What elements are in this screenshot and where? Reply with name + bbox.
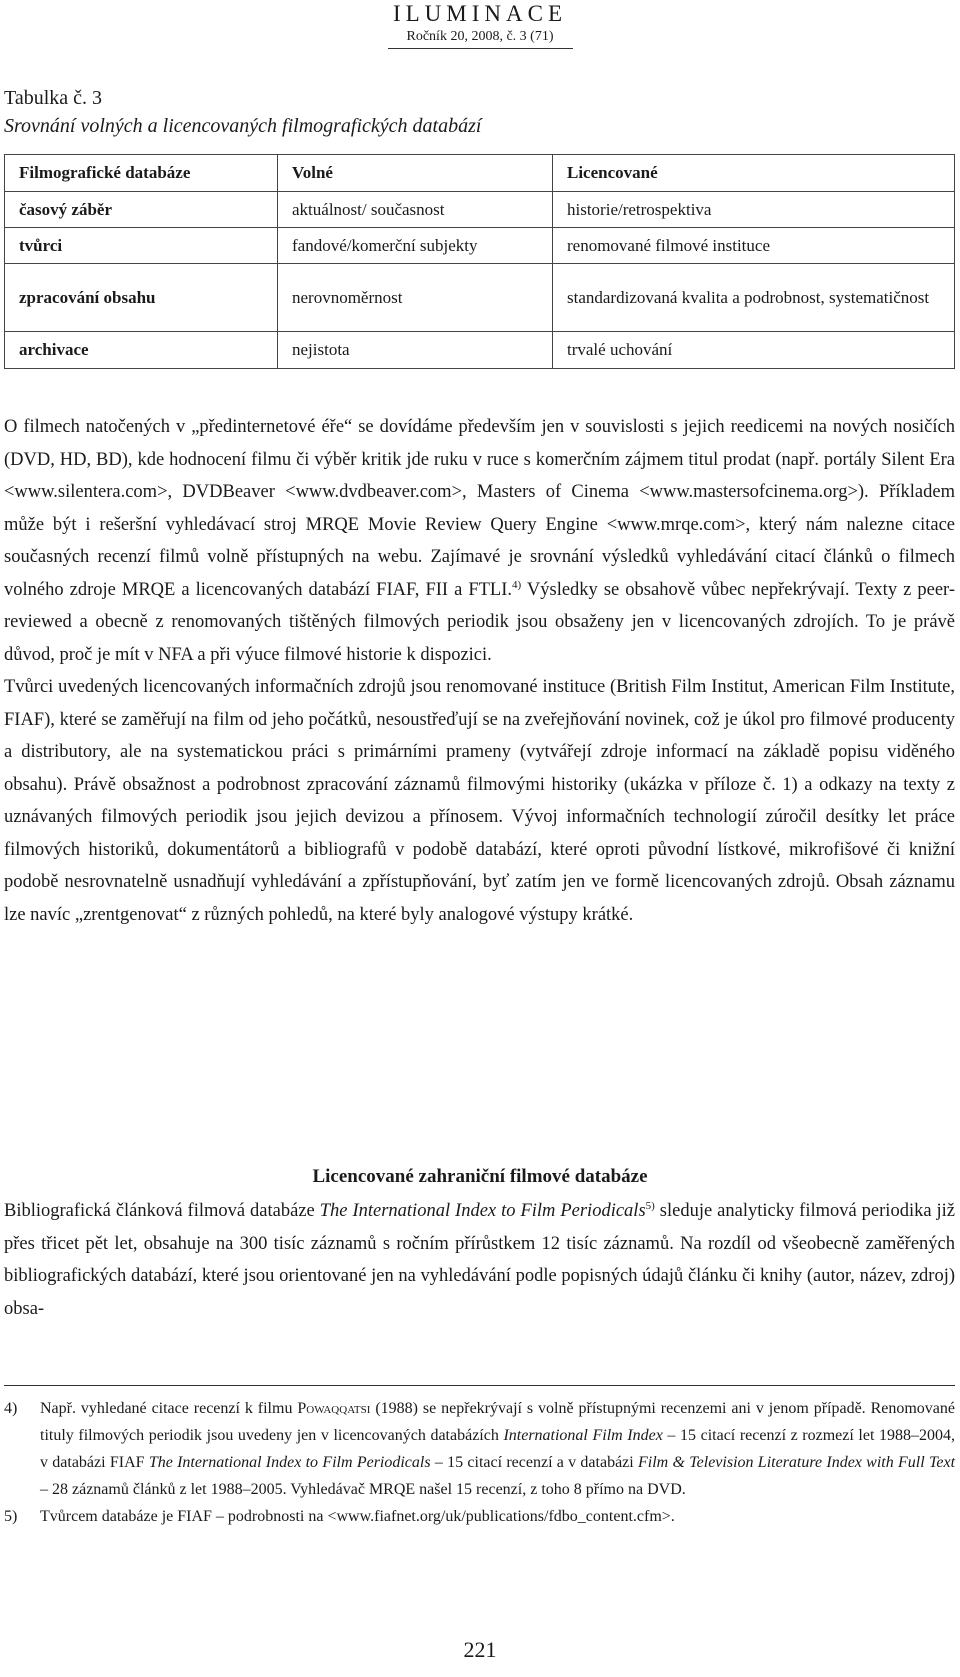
table-cell: trvalé uchování	[553, 332, 955, 369]
table-row	[5, 332, 955, 369]
section-paragraph	[4, 1195, 955, 1325]
paragraph-text: Bibliografická článková filmová databáze	[4, 1201, 320, 1221]
footnote-segment: – 15 citací recenzí z rozmezí let 1988–2004, v databázi FIAF	[40, 1427, 955, 1471]
footnote-segment: – 28 záznamů článků z let 1988–2005. Vyhledávač MRQE našel 15 recenzí, z toho 8 přímo na DVD.	[40, 1481, 686, 1498]
footnote-rule	[4, 1385, 955, 1386]
database-title: International Film Index	[503, 1427, 663, 1444]
footnote-text: Tvůrcem databáze je FIAF – podrobnosti na <www.fiafnet.org/uk/publications/fdbo_content.cfm>.	[40, 1508, 675, 1525]
footnote-ref[interactable]: 5)	[645, 1199, 655, 1212]
table-cell: nejistota	[278, 332, 553, 369]
footnote-number: 4)	[4, 1400, 18, 1417]
footnote-text	[40, 1395, 955, 1503]
paragraph: Tvůrci uvedených licencovaných informačních zdrojů jsou renomované instituce (British Film Institut, American Film Institute, FIAF), které se zaměřují na film od jeho počátků, nesoustřeďují se na zveřejňování novinek, což je úkol pro filmové producenty a distributory, ale na systematickou práci s primárními prameny (vytvářejí zdroje informací na základě popisu viděného obsahu). Právě obsažnost a podrobnost zpracování záznamů filmovými historiky (ukázka v příloze č. 1) a odkazy na texty z uznávaných filmových periodik jsou jejich devizou a přínosem. Vývoj informačních technologií zúročil desítky let práce filmových historiků, dokumentátorů a bibliografů v podobě databází, které oproti původní lístkové, mikrofišové či knižní podobě nesrovnatelně usnadňují vyhledávání a zpřístupňování, byť zatím jen ve formě licencovaných zdrojů. Obsah záznamu lze navíc „zrentgenovat“ z různých pohledů, na které byly analogové výstupy krátké.	[4, 677, 955, 925]
film-title: Powaqqatsi	[297, 1400, 371, 1417]
footnotes	[4, 1395, 955, 1530]
body-text	[4, 411, 955, 931]
table-cell: časový záběr	[5, 192, 278, 228]
table-cell: renomované filmové instituce	[553, 228, 955, 264]
table-cell: aktuálnost/ současnost	[278, 192, 553, 228]
table-cell: zpracování obsahu	[5, 264, 278, 332]
footnote-number: 5)	[4, 1508, 18, 1525]
table-row	[5, 192, 955, 228]
footnote-segment: Např. vyhledané citace recenzí k filmu	[40, 1400, 298, 1417]
footnote-segment: – 15 citací recenzí a v databázi	[430, 1454, 639, 1471]
table-row	[5, 228, 955, 264]
footnote-ref[interactable]: 4)	[512, 578, 522, 591]
footnote-5	[4, 1503, 955, 1530]
table-header-row	[5, 155, 955, 192]
table-caption: Tabulka č. 3	[4, 87, 103, 109]
database-title: Film & Television Literature Index with Full Text	[638, 1454, 956, 1471]
table-row	[5, 264, 955, 332]
comparison-table	[4, 154, 955, 369]
journal-volume: Ročník 20, 2008, č. 3 (71)	[406, 29, 554, 44]
header-rule	[388, 48, 573, 49]
table-cell: archivace	[5, 332, 278, 369]
table-cell: standardizovaná kvalita a podrobnost, systematičnost	[553, 264, 955, 332]
table-cell: historie/retrospektiva	[553, 192, 955, 228]
table-cell: fandové/komerční subjekty	[278, 228, 553, 264]
database-title: The International Index to Film Periodicals	[319, 1201, 646, 1221]
table-cell: nerovnoměrnost	[278, 264, 553, 332]
paragraph	[4, 411, 955, 671]
table-title: Srovnání volných a licencovaných filmografických databází	[4, 115, 482, 137]
table-header-cell: Licencované	[553, 155, 955, 192]
table-cell: tvůrci	[5, 228, 278, 264]
database-title: The International Index to Film Periodicals	[148, 1454, 431, 1471]
section-heading: Licencované zahraniční filmové databáze	[312, 1166, 648, 1187]
footnote-4	[4, 1395, 955, 1503]
page-number: 221	[463, 1637, 497, 1662]
footnote-segment: (1988) se nepřekrývají s volně přístupnými recenzemi ani v jenom případě. Renomované tituly filmových periodik jsou uvedeny jen v licencovaných databázích	[40, 1400, 955, 1444]
paragraph-text: O filmech natočených v „předinternetové éře“ se dovídáme především jen v souvislosti s jejich reedicemi na nových nosičích (DVD, HD, BD), kde hodnocení filmu či výběr kritik jde ruku v ruce s komerčním zájmem titul prodat (např. portály Silent Era <www.silentera.com>, DVDBeaver <www.dvdbeaver.com>, Masters of Cinema <www.mastersofcinema.org>). Příkladem může být i rešeršní vyhledávací stroj MRQE Movie Review Query Engine <www.mrqe.com>, který nám nalezne citace současných recenzí filmů volně přístupných na webu. Zajímavé je srovnání výsledků vyhledávání citací článků o filmech volného zdroje MRQE a licencovaných databází FIAF, FII a FTLI.	[4, 417, 955, 600]
table-header-cell: Filmografické databáze	[5, 155, 278, 192]
paragraph-text: Výsledky se obsahově vůbec nepřekrývají. Texty z peer-reviewed a obecně z renomovaných tištěných filmových periodik jsou obsaženy jen v licencovaných zdrojích. To je právě důvod, proč je mít v NFA a při výuce filmové historie k dispozici.	[4, 579, 955, 665]
table-header-cell: Volné	[278, 155, 553, 192]
journal-name: ILUMINACE	[392, 1, 568, 26]
paragraph-text: sleduje analyticky filmová periodika již přes třicet pět let, obsahuje na 300 tisíc záznamů s ročním přírůstkem 12 tisíc záznamů. Na rozdíl od všeobecně zaměřených bibliografických databází, které jsou orientované jen na vyhledávání podle popisných údajů článku či knihy (autor, název, zdroj) obsa-	[4, 1201, 955, 1319]
